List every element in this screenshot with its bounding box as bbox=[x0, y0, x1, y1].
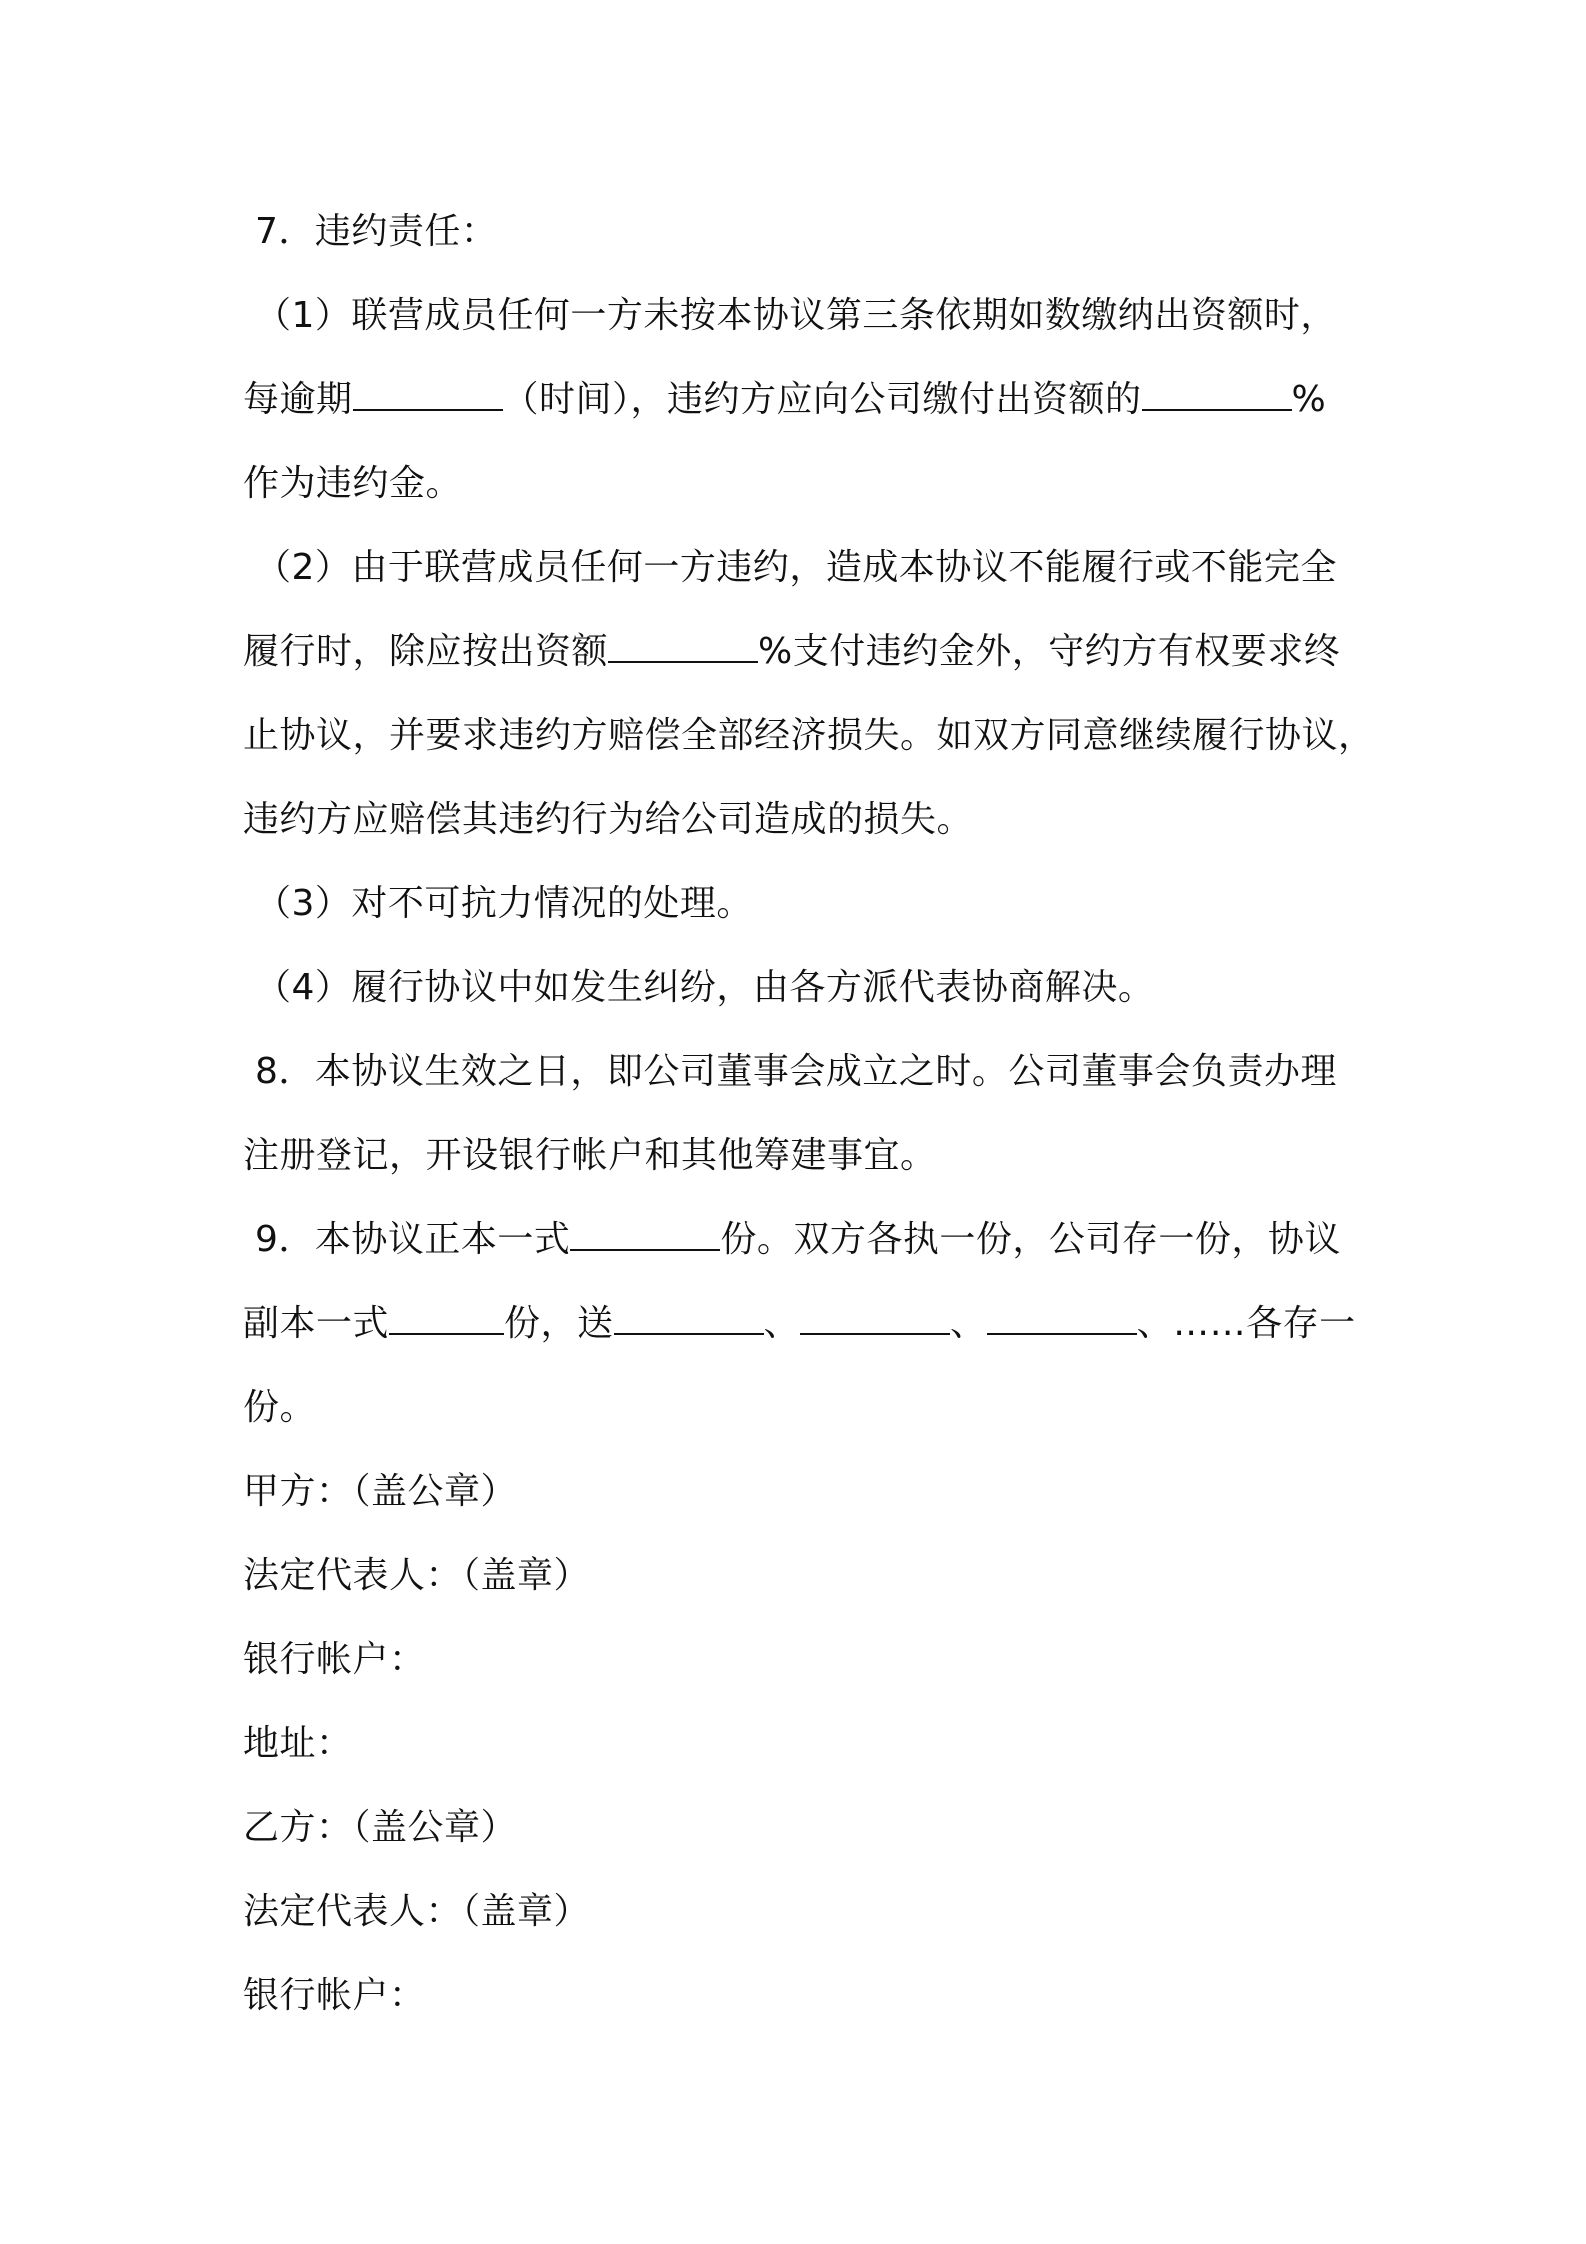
text-segment: 、……各存一 bbox=[1136, 1303, 1356, 1344]
clause-7-2-line-4: 违约方应赔偿其违约行为给公司造成的损失。 bbox=[243, 799, 974, 840]
section-9-line-1 bbox=[243, 1198, 1358, 1282]
clause-7-4: （4）履行协议中如发生纠纷，由各方派代表协商解决。 bbox=[255, 967, 1155, 1008]
blank-original-copies[interactable] bbox=[570, 1215, 720, 1251]
party-b-bank-account: 银行帐户： bbox=[243, 1975, 426, 2016]
clause-7-3: （3）对不可抗力情况的处理。 bbox=[255, 883, 753, 924]
text-segment: % bbox=[1291, 379, 1327, 420]
separator: 、 bbox=[763, 1303, 801, 1344]
section-7-heading: 7．违约责任： bbox=[255, 211, 498, 252]
blank-recipient-3[interactable] bbox=[987, 1299, 1137, 1335]
clause-7-1-line-2 bbox=[243, 358, 1358, 442]
text-segment: 份。双方各执一份，公司存一份，协议 bbox=[720, 1219, 1341, 1260]
blank-recipient-2[interactable] bbox=[800, 1299, 950, 1335]
clause-7-1-line-1: （1）联营成员任何一方未按本协议第三条依期如数缴纳出资额时， bbox=[255, 295, 1337, 336]
text-segment: 履行时，除应按出资额 bbox=[243, 631, 609, 672]
clause-7-2-line-2 bbox=[243, 610, 1358, 694]
text-segment: 副本一式 bbox=[243, 1303, 390, 1344]
document-page bbox=[243, 190, 1375, 2038]
text-segment: 每逾期 bbox=[243, 379, 353, 420]
blank-penalty-percent[interactable] bbox=[1142, 375, 1292, 411]
clause-7-2-line-3: 止协议，并要求违约方赔偿全部经济损失。如双方同意继续履行协议， bbox=[243, 715, 1375, 756]
separator: 、 bbox=[950, 1303, 987, 1344]
clause-7-2-line-1: （2）由于联营成员任何一方违约，造成本协议不能履行或不能完全 bbox=[255, 547, 1337, 588]
section-8-line-1: 8．本协议生效之日，即公司董事会成立之时。公司董事会负责办理 bbox=[255, 1051, 1337, 1092]
party-b-representative: 法定代表人：（盖章） bbox=[243, 1891, 591, 1932]
text-segment: %支付违约金外，守约方有权要求终 bbox=[758, 631, 1341, 672]
blank-overdue-period[interactable] bbox=[353, 375, 503, 411]
blank-duplicate-copies[interactable] bbox=[389, 1299, 504, 1335]
party-a-label: 甲方：（盖公章） bbox=[243, 1471, 518, 1512]
section-8-line-2: 注册登记，开设银行帐户和其他筹建事宜。 bbox=[243, 1135, 937, 1176]
blank-contribution-percent[interactable] bbox=[608, 627, 758, 663]
section-9-line-3: 份。 bbox=[243, 1387, 317, 1428]
clause-7-1-line-3: 作为违约金。 bbox=[243, 463, 463, 504]
text-segment: 9．本协议正本一式 bbox=[255, 1219, 571, 1260]
text-segment: 份，送 bbox=[504, 1303, 614, 1344]
party-a-bank-account: 银行帐户： bbox=[243, 1639, 426, 1680]
section-9-line-2 bbox=[243, 1282, 1358, 1366]
blank-recipient-1[interactable] bbox=[614, 1299, 764, 1335]
party-a-address: 地址： bbox=[243, 1723, 353, 1764]
text-segment: （时间），违约方应向公司缴付出资额的 bbox=[502, 379, 1142, 420]
party-a-representative: 法定代表人：（盖章） bbox=[243, 1555, 591, 1596]
party-b-label: 乙方：（盖公章） bbox=[243, 1807, 518, 1848]
